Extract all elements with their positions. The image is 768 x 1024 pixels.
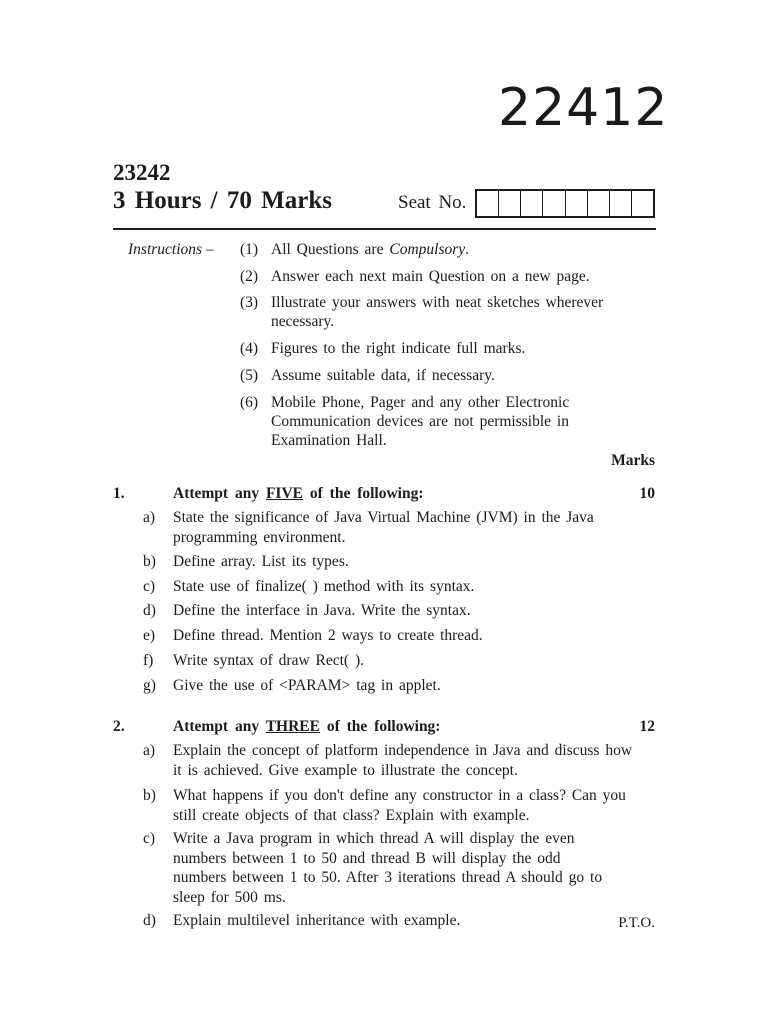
sub-question: [143, 651, 643, 671]
paper-code: 23242: [113, 160, 171, 185]
instruction-text: Answer each next main Question on a new page.: [271, 268, 590, 285]
sub-question-letter: e): [143, 627, 156, 644]
sub-question-text: Define array. List its types.: [173, 553, 349, 570]
instruction-number: (1): [240, 241, 259, 258]
sub-question-letter: a): [143, 509, 156, 526]
sub-question-text: State the significance of Java Virtual Machine (JVM) in the Java programming environment.: [173, 509, 594, 546]
marks-column-heading: Marks: [611, 452, 655, 469]
question-heading: Attempt any FIVE of the following:: [173, 485, 424, 502]
instruction-text: Assume suitable data, if necessary.: [271, 367, 495, 384]
instruction-item: [240, 267, 642, 286]
page-turn-over-note: P.T.O.: [618, 915, 655, 931]
seat-number-label: Seat No.: [398, 192, 467, 213]
sub-question: [143, 829, 608, 907]
sub-question-letter: a): [143, 742, 156, 759]
question-marks: 10: [639, 485, 655, 502]
instruction-number: (3): [240, 294, 259, 311]
seat-digit-box: [543, 191, 565, 216]
sub-question-letter: d): [143, 912, 156, 929]
seat-digit-box: [588, 191, 610, 216]
seat-digit-box: [566, 191, 588, 216]
instruction-item: [240, 366, 642, 385]
header-divider: [113, 228, 656, 230]
instruction-text: Illustrate your answers with neat sketches wherever necessary.: [271, 294, 604, 330]
sub-question: [143, 786, 638, 825]
instructions-label: Instructions –: [128, 241, 214, 258]
instruction-number: (4): [240, 340, 259, 357]
instruction-text: All Questions are Compulsory.: [271, 241, 470, 258]
seat-digit-box: [632, 191, 653, 216]
sub-question-text: Give the use of <PARAM> tag in applet.: [173, 677, 441, 694]
seat-digit-box: [499, 191, 521, 216]
seat-digit-box: [477, 191, 499, 216]
sub-question-text: Write syntax of draw Rect( ).: [173, 652, 365, 669]
sub-question: [143, 508, 643, 547]
sub-question-text: Explain multilevel inheritance with example.: [173, 912, 461, 929]
sub-question: [143, 741, 643, 780]
sub-question-text: Define the interface in Java. Write the syntax.: [173, 602, 471, 619]
sub-question: [143, 601, 643, 621]
sub-question-letter: c): [143, 578, 156, 595]
sub-question-letter: g): [143, 677, 156, 694]
subject-code: 22412: [498, 78, 669, 138]
sub-question-text: State use of finalize( ) method with its syntax.: [173, 578, 475, 595]
sub-question-letter: b): [143, 553, 156, 570]
sub-question-letter: f): [143, 652, 154, 669]
sub-question-letter: c): [143, 830, 156, 847]
question-number: 2.: [113, 718, 125, 735]
sub-question: [143, 552, 643, 572]
instruction-number: (2): [240, 268, 259, 285]
sub-question-letter: b): [143, 787, 156, 804]
exam-duration-marks: 3 Hours / 70 Marks: [113, 187, 332, 214]
sub-question-text: What happens if you don't define any constructor in a class? Can you still create objects of that class? Explain with example.: [173, 787, 626, 824]
question-heading: Attempt any THREE of the following:: [173, 718, 441, 735]
instruction-text: Figures to the right indicate full marks.: [271, 340, 526, 357]
sub-question: [143, 577, 643, 597]
question-number: 1.: [113, 485, 125, 502]
instruction-number: (5): [240, 367, 259, 384]
sub-question-text: Explain the concept of platform independence in Java and discuss how it is achieved. Give example to illustrate the concept.: [173, 742, 633, 779]
sub-question-letter: d): [143, 602, 156, 619]
instruction-text: Mobile Phone, Pager and any other Electronic Communication devices are not permissible in Examination Hall.: [271, 394, 570, 449]
instruction-item: [240, 339, 642, 358]
instruction-item: [240, 393, 625, 450]
instruction-item: [240, 293, 642, 331]
instruction-item: [240, 240, 642, 259]
sub-question-text: Write a Java program in which thread A will display the even numbers between 1 to 50 and thread B will display the odd numbers between 1 to 50. After 3 iterations thread A should go to sleep for 500 ms.: [173, 830, 603, 906]
seat-number-boxes: [475, 189, 655, 218]
seat-digit-box: [610, 191, 632, 216]
sub-question: [143, 626, 643, 646]
sub-question: [143, 911, 573, 931]
instruction-number: (6): [240, 394, 259, 411]
seat-digit-box: [521, 191, 543, 216]
sub-question: [143, 676, 643, 696]
question-count: THREE: [265, 718, 320, 735]
sub-question-text: Define thread. Mention 2 ways to create thread.: [173, 627, 483, 644]
question-count: FIVE: [265, 485, 304, 502]
question-marks: 12: [639, 718, 655, 735]
